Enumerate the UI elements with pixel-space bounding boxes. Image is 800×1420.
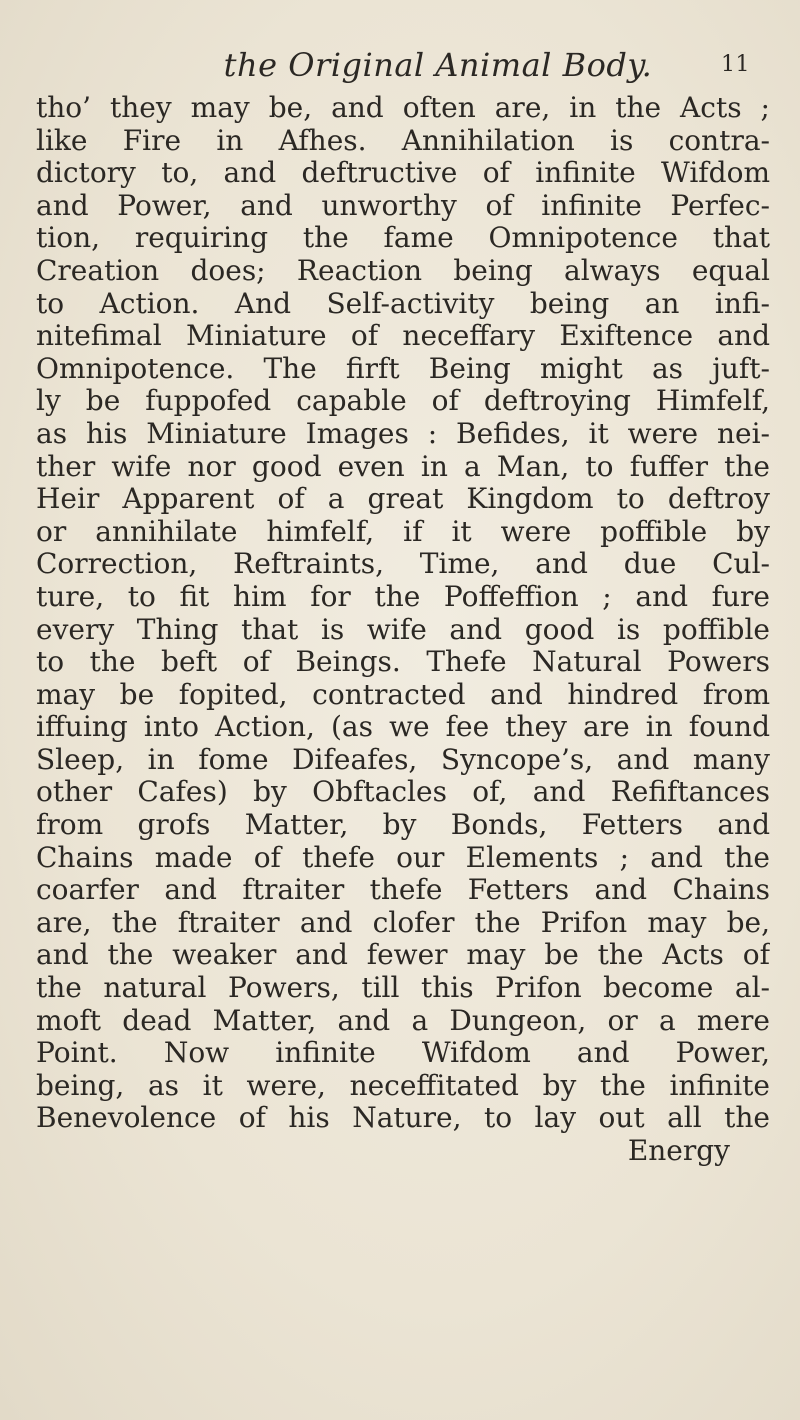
text-line: as his Miniature Images : Befides, it were nei- xyxy=(36,417,770,450)
text-line: Creation does; Reaction being always equal xyxy=(36,254,770,287)
text-line: ther wife nor good even in a Man, to fuffer the xyxy=(36,450,770,483)
text-line: are, the ftraiter and clofer the Prifon may be, xyxy=(36,906,770,939)
text-line: Benevolence of his Nature, to lay out all the xyxy=(36,1102,770,1135)
running-head-title: the Original Animal Body. xyxy=(223,46,653,84)
page-number: 11 xyxy=(721,52,750,77)
text-line: to Action. And Self-activity being an infi- xyxy=(36,287,770,320)
text-line: moft dead Matter, and a Dungeon, or a mere xyxy=(36,1004,770,1037)
text-line: tho’ they may be, and often are, in the Acts ; xyxy=(36,92,770,124)
text-line: ly be fuppofed capable of deftroying Himfelf, xyxy=(36,385,770,418)
text-line: iffuing into Action, (as we fee they are in found xyxy=(36,711,770,744)
text-line: or annihilate himfelf, if it were poffible by xyxy=(36,515,770,548)
text-line: from grofs Matter, by Bonds, Fetters and xyxy=(36,809,770,842)
text-line: like Fire in Afhes. Annihilation is contra- xyxy=(36,124,770,157)
text-line: nitefimal Miniature of neceffary Exiftence and xyxy=(36,320,770,353)
text-line: to the beft of Beings. Thefe Natural Powers xyxy=(36,646,770,679)
text-line: and the weaker and fewer may be the Acts of xyxy=(36,939,770,972)
text-line: Sleep, in fome Difeafes, Syncope’s, and many xyxy=(36,743,770,776)
text-line: and Power, and unworthy of infinite Perfec- xyxy=(36,189,770,222)
running-head xyxy=(36,40,770,90)
text-line: ture, to fit him for the Poffeffion ; and fure xyxy=(36,580,770,613)
text-line: other Cafes) by Obftacles of, and Refiftances xyxy=(36,776,770,809)
text-line: every Thing that is wife and good is poffible xyxy=(36,613,770,646)
text-line: Heir Apparent of a great Kingdom to deftroy xyxy=(36,483,770,516)
text-line: being, as it were, neceffitated by the infinite xyxy=(36,1069,770,1102)
text-line: Point. Now infinite Wifdom and Power, xyxy=(36,1037,770,1070)
text-line: Correction, Reftraints, Time, and due Cul- xyxy=(36,548,770,581)
text-line: coarfer and ftraiter thefe Fetters and Chains xyxy=(36,874,770,907)
text-line: Omnipotence. The firft Being might as juft- xyxy=(36,352,770,385)
text-line: dictory to, and deftructive of infinite Wifdom xyxy=(36,157,770,190)
text-line: tion, requiring the fame Omnipotence that xyxy=(36,222,770,255)
text-line: may be fopited, contracted and hindred from xyxy=(36,678,770,711)
text-line: the natural Powers, till this Prifon become al- xyxy=(36,972,770,1005)
text-line: Chains made of thefe our Elements ; and the xyxy=(36,841,770,874)
catchword: Energy xyxy=(627,1134,730,1167)
body-text xyxy=(36,92,770,1135)
